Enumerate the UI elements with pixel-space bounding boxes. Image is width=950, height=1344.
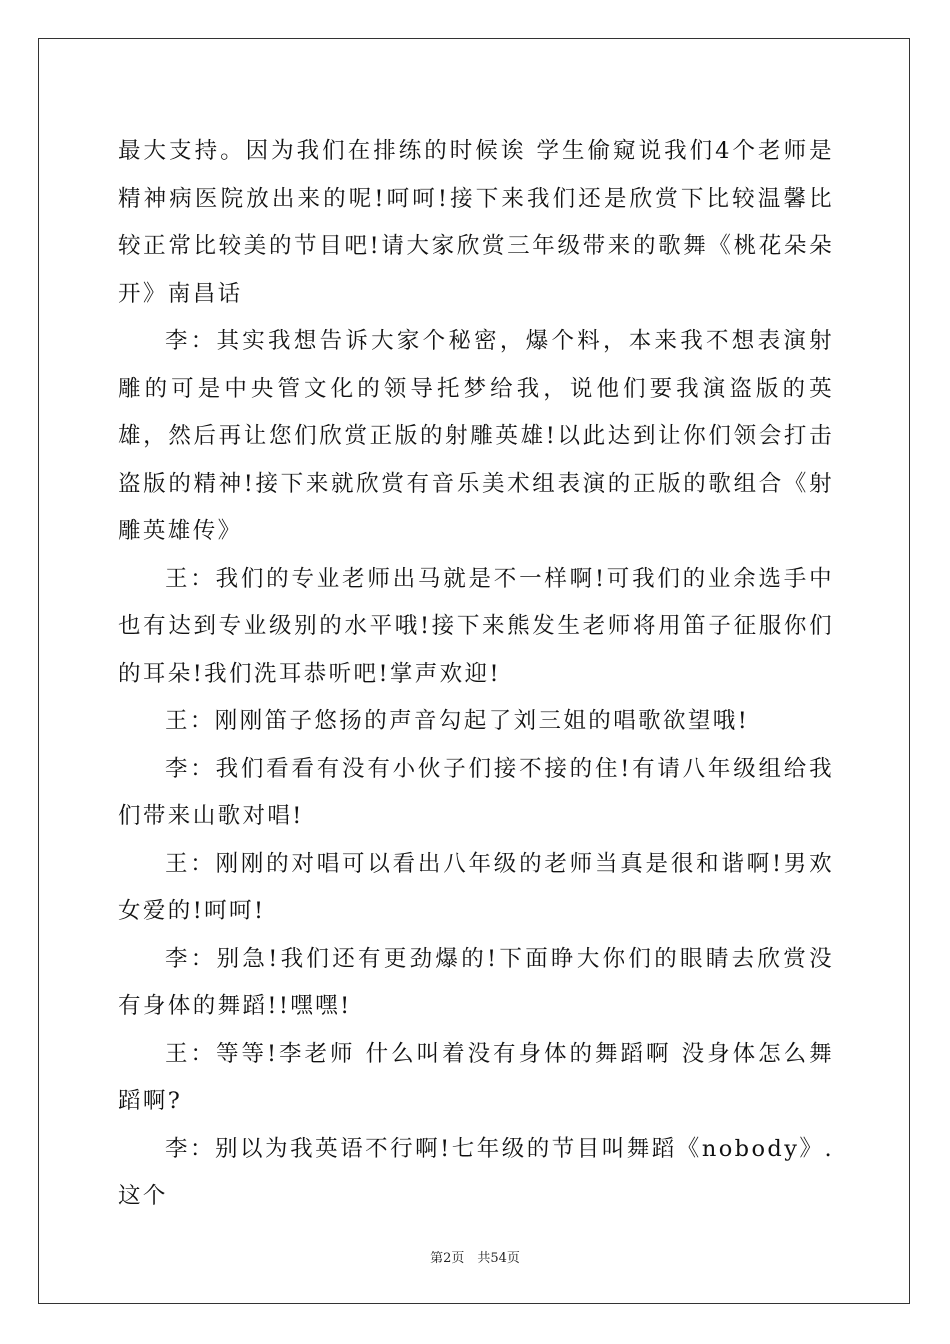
paragraph-7: 李：别急!我们还有更劲爆的!下面睁大你们的眼睛去欣赏没有身体的舞蹈!!嘿嘿! xyxy=(118,945,834,1019)
paragraph-2: 李：其实我想告诉大家个秘密，爆个料，本来我不想表演射雕的可是中央管文化的领导托梦给我，说他们要我演盗版的英雄，然后再让您们欣赏正版的射雕英雄!以此达到让你们领会打击盗版的精神!接下来就欣赏有音乐美术组表演的正版的歌组合《射雕英雄传》 xyxy=(118,328,834,544)
paragraph-8: 王：等等!李老师 什么叫着没有身体的舞蹈啊 没身体怎么舞蹈啊? xyxy=(118,1040,834,1114)
document-body xyxy=(118,128,834,1221)
paragraph-6: 王：刚刚的对唱可以看出八年级的老师当真是很和谐啊!男欢女爱的!呵呵! xyxy=(118,850,834,924)
paragraph-3: 王：我们的专业老师出马就是不一样啊!可我们的业余选手中也有达到专业级别的水平哦!接下来熊发生老师将用笛子征服你们的耳朵!我们洗耳恭听吧!掌声欢迎! xyxy=(118,565,834,687)
page-number-footer: 第2页 共54页 xyxy=(430,1251,520,1266)
paragraph-5: 李：我们看看有没有小伙子们接不接的住!有请八年级组给我们带来山歌对唱! xyxy=(118,755,834,829)
paragraph-1: 最大支持。因为我们在排练的时候诶 学生偷窥说我们4个老师是精神病医院放出来的呢!呵呵!接下来我们还是欣赏下比较温馨比较正常比较美的节目吧!请大家欣赏三年级带来的歌舞《桃花朵朵开》南昌话 xyxy=(118,138,834,307)
paragraph-4: 王：刚刚笛子悠扬的声音勾起了刘三姐的唱歌欲望哦! xyxy=(165,708,750,734)
paragraph-9: 李：别以为我英语不行啊!七年级的节目叫舞蹈《nobody》.这个 xyxy=(118,1135,834,1209)
